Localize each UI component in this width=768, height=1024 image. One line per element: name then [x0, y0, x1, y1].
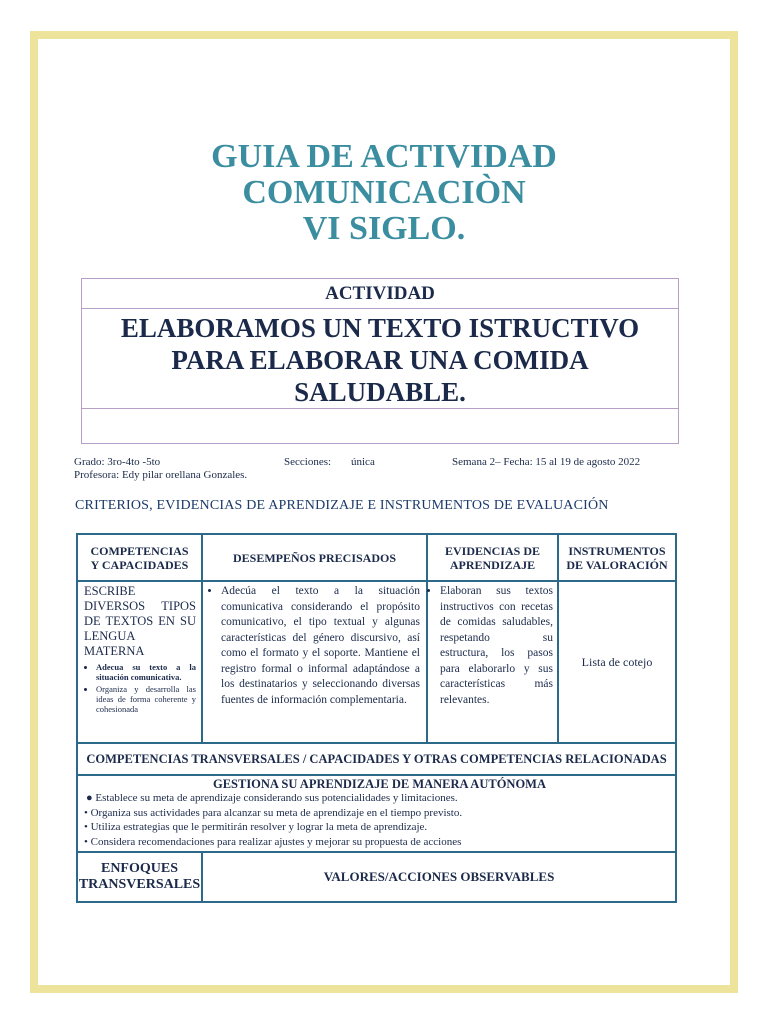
evidencia-cell: [427, 581, 558, 743]
activity-name-line-1: ELABORAMOS UN TEXTO ISTRUCTIVO: [120, 313, 640, 343]
activity-label: ACTIVIDAD: [82, 279, 678, 309]
capacidad-item: • Organiza y desarrolla las ideas de forma coherente y cohesionada: [96, 684, 196, 714]
title-line-2: COMUNICACIÒN: [242, 174, 526, 211]
desempeno-cell: [202, 581, 427, 743]
title-line-1: GUIA DE ACTIVIDAD: [211, 138, 557, 175]
gestiona-item: ● Establece su meta de aprendizaje considerando sus potencialidades y limitaciones.: [86, 792, 458, 804]
gestiona-cell: [77, 775, 676, 852]
secciones-value: única: [351, 456, 375, 468]
capacidades-list: [84, 662, 196, 714]
header-evidencias: EVIDENCIAS DE APRENDIZAJE: [427, 534, 558, 581]
capacidad-item: • Adecua su texto a la situación comunicativa.: [96, 662, 196, 682]
gestiona-title: GESTIONA SU APRENDIZAJE DE MANERA AUTÓNOMA: [212, 777, 547, 791]
semana-text: Semana 2– Fecha: 15 al 19 de agosto 2022: [452, 456, 641, 468]
valores-cell: VALORES/ACCIONES OBSERVABLES: [202, 852, 676, 902]
evidencia-list: [428, 584, 553, 708]
desempeno-item: • Adecúa el texto a la situación comunicativa considerando el propósito comunicativo, el tipo textual y algunas características del género discursivo, así como el formato y el soporte. Mantiene el registro formal o informal adaptándose a los destinatarios y seleccionando diversas fuentes de información complementaria.: [221, 584, 420, 708]
evaluation-table: [76, 533, 677, 903]
activity-box: [81, 278, 679, 444]
activity-name-line-2: PARA ELABORAR UNA COMIDA: [171, 345, 589, 375]
grado-text: Grado: 3ro-4to -5to: [74, 456, 161, 468]
gestiona-item: • Utiliza estrategias que le permitirán resolver y lograr la meta de aprendizaje.: [84, 821, 428, 833]
evidencia-item: • Elaboran sus textos instructivos con recetas de comidas saludables, respetando su estructura, los pasos para elaborarlo y sus características más relevantes.: [440, 584, 553, 708]
header-instrumento: INSTRUMENTOS DE VALORACIÓN: [558, 534, 676, 581]
profesora-text: Profesora: Edy pilar orellana Gonzales.: [74, 469, 248, 481]
secciones-label: Secciones:: [284, 456, 332, 468]
transversales-header-row: [77, 743, 676, 775]
enfoques-cell: ENFOQUES TRANSVERSALES: [77, 852, 202, 902]
enfoques-row: [77, 852, 676, 902]
header-competencias: COMPETENCIAS Y CAPACIDADES: [77, 534, 202, 581]
table-header-row: [77, 534, 676, 581]
header-desempenos: DESEMPEÑOS PRECISADOS: [202, 534, 427, 581]
criterios-heading: CRITERIOS, EVIDENCIAS DE APRENDIZAJE E INSTRUMENTOS DE EVALUACIÓN: [75, 498, 609, 513]
page-title: [0, 139, 768, 247]
gestiona-item: • Considera recomendaciones para realizar ajustes y mejorar su propuesta de acciones: [84, 835, 462, 848]
instrumento-cell: Lista de cotejo: [558, 581, 676, 743]
gestiona-row: [77, 775, 676, 852]
title-line-3: VI SIGLO.: [302, 210, 466, 247]
table-row: [77, 581, 676, 743]
gestiona-item: • Organiza sus actividades para alcanzar su meta de aprendizaje en el tiempo previsto.: [84, 806, 463, 819]
competencia-cell: [77, 581, 202, 743]
competencia-text: ESCRIBE DIVERSOS TIPOS DE TEXTOS EN SU LENGUA MATERNA: [84, 584, 196, 658]
activity-name: [82, 309, 678, 409]
activity-name-line-3: SALUDABLE.: [294, 377, 466, 407]
desempeno-list: [205, 584, 420, 708]
transversales-header: COMPETENCIAS TRANSVERSALES / CAPACIDADES Y OTRAS COMPETENCIAS RELACIONADAS: [77, 743, 676, 775]
